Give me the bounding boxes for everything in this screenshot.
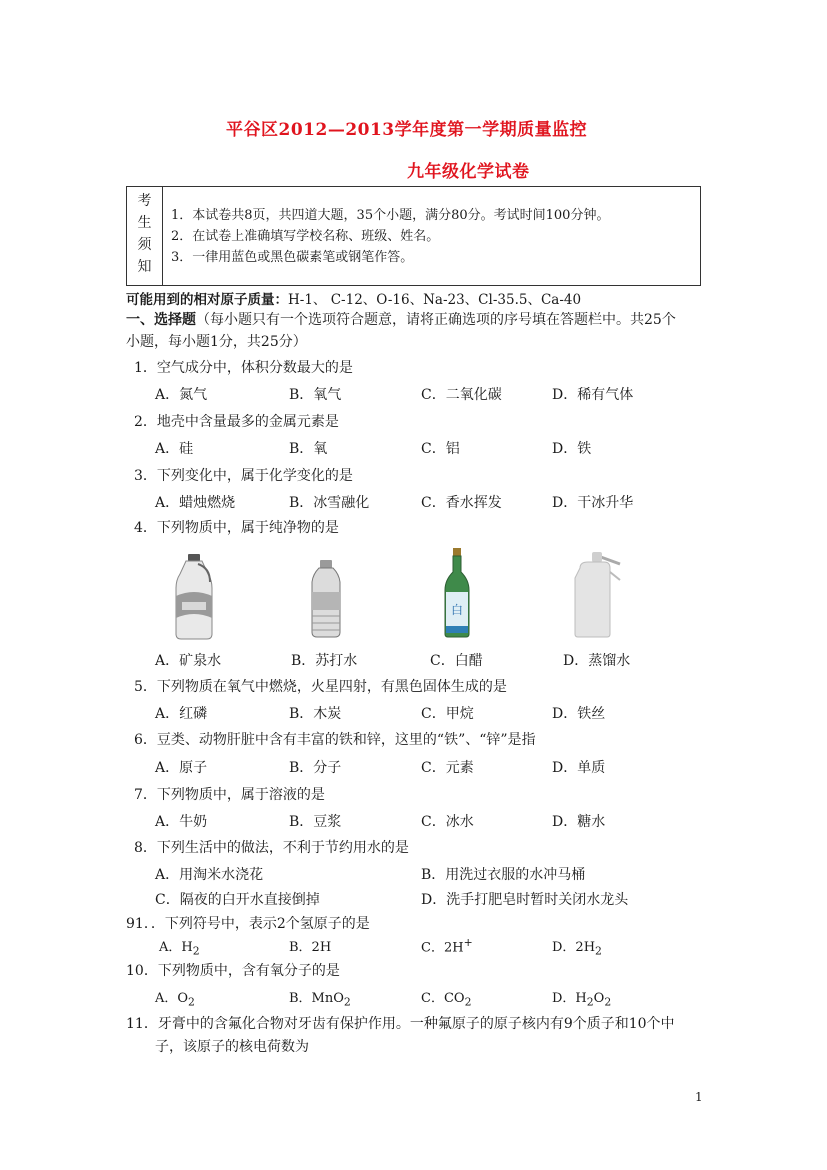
notice-head-char: 知 bbox=[137, 259, 152, 275]
question-option: B．氧 bbox=[289, 441, 328, 457]
notice-items bbox=[171, 205, 609, 268]
question-option: D．干冰升华 bbox=[552, 495, 634, 511]
section1-heading: 一、选择题 bbox=[126, 312, 196, 328]
question-option: B．分子 bbox=[289, 760, 342, 776]
question-option: C．甲烷 bbox=[421, 706, 474, 722]
question-option: D．糖水 bbox=[552, 814, 606, 830]
question-option: B．2H bbox=[289, 940, 332, 955]
question-option: A．$H_2$ bbox=[159, 940, 200, 958]
question-option: B．苏打水 bbox=[291, 653, 358, 669]
question-option: D．蒸馏水 bbox=[563, 653, 631, 669]
question-option: B．MnO$_2$ bbox=[289, 991, 351, 1009]
question-option: A．硅 bbox=[155, 441, 194, 457]
notice-box bbox=[126, 186, 701, 286]
section1-desc-line2: 小题，每小题1分，共25分） bbox=[126, 334, 307, 350]
question-option: C．二氧化碳 bbox=[421, 387, 502, 403]
question-option: A．蜡烛燃烧 bbox=[155, 495, 236, 511]
soda-water-bottle-image bbox=[308, 560, 344, 638]
question-stem: 10．下列物质中，含有氧分子的是 bbox=[126, 963, 340, 979]
question-option: D．铁 bbox=[552, 441, 592, 457]
question-stem-line1: 11．牙膏中的含氟化合物对牙齿有保护作用。一种氟原子的原子核内有9个质子和10个中 bbox=[126, 1016, 675, 1032]
atomic-masses-label: 可能用到的相对原子质量： bbox=[126, 292, 288, 308]
notice-head-char: 生 bbox=[137, 215, 152, 231]
question-option: C．香水挥发 bbox=[421, 495, 502, 511]
white-vinegar-bottle-image bbox=[442, 548, 472, 638]
question-option: A．$O_2$ bbox=[155, 991, 195, 1009]
notice-head-char: 须 bbox=[137, 237, 152, 253]
question-stem-line2: 子，该原子的核电荷数为 bbox=[155, 1039, 309, 1055]
question-option: B．木炭 bbox=[289, 706, 342, 722]
question-option: C．隔夜的白开水直接倒掉 bbox=[155, 892, 320, 908]
question-option: C．白醋 bbox=[430, 653, 483, 669]
question-option: B．氧气 bbox=[289, 387, 342, 403]
question-option: A．牛奶 bbox=[155, 814, 208, 830]
distilled-water-bottle-image bbox=[570, 550, 626, 638]
question-stem: 4．下列物质中，属于纯净物的是 bbox=[134, 520, 339, 536]
question-option: B．豆浆 bbox=[289, 814, 342, 830]
exam-title-line2: 九年级化学试卷 bbox=[407, 162, 530, 182]
question-option: C．冰水 bbox=[421, 814, 474, 830]
notice-item: 3．一律用蓝色或黑色碳素笔或钢笔作答。 bbox=[171, 250, 414, 265]
vinegar-label-text: 白 bbox=[450, 603, 464, 617]
question-option: A．矿泉水 bbox=[155, 653, 222, 669]
question-option: D．铁丝 bbox=[552, 706, 606, 722]
notice-item: 1．本试卷共8页，共四道大题，35个小题，满分80分。考试时间100分钟。 bbox=[171, 208, 610, 223]
page-number: 1 bbox=[695, 1090, 703, 1104]
question-stem: 2．地壳中含量最多的金属元素是 bbox=[134, 414, 339, 430]
question-stem: 6．豆类、动物肝脏中含有丰富的铁和锌，这里的“铁”、“锌”是指 bbox=[134, 732, 536, 748]
atomic-masses bbox=[126, 288, 581, 308]
question-stem: 5．下列物质在氧气中燃烧，火星四射，有黑色固体生成的是 bbox=[134, 679, 507, 695]
notice-item: 2．在试卷上准确填写学校名称、班级、姓名。 bbox=[171, 229, 440, 244]
exam-title-line1: 平谷区2012—2013学年度第一学期质量监控 bbox=[226, 120, 588, 140]
question-option: C．元素 bbox=[421, 760, 474, 776]
notice-head-char: 考 bbox=[137, 193, 152, 209]
section1-desc-line1: （每小题只有一个选项符合题意，请将正确选项的序号填在答题栏中。共25个 bbox=[196, 312, 676, 328]
question-option: B．冰雪融化 bbox=[289, 495, 370, 511]
question-option: D．洗手打肥皂时暂时关闭水龙头 bbox=[421, 892, 629, 908]
question-stem: 3．下列变化中，属于化学变化的是 bbox=[134, 468, 353, 484]
section1-header bbox=[126, 309, 676, 329]
question-stem: 1．空气成分中，体积分数最大的是 bbox=[134, 360, 353, 376]
question-option: A．用淘米水浇花 bbox=[155, 867, 264, 883]
question-stem: 8．下列生活中的做法，不利于节约用水的是 bbox=[134, 840, 409, 856]
question-option: A．原子 bbox=[155, 760, 208, 776]
question-stem: 7．下列物质中，属于溶液的是 bbox=[134, 787, 325, 803]
question-option: C．$CO_2$ bbox=[421, 991, 472, 1009]
question-option: B．用洗过衣服的水冲马桶 bbox=[421, 867, 586, 883]
question-option: A．红磷 bbox=[155, 706, 208, 722]
question-stem: 91．．下列符号中，表示2个氢原子的是 bbox=[126, 916, 370, 932]
question-option: C．2H+ bbox=[421, 936, 473, 956]
question-option: D．稀有气体 bbox=[552, 387, 634, 403]
atomic-masses-values: H-1、 C-12、O-16、Na-23、Cl-35.5、Ca-40 bbox=[288, 292, 582, 308]
question-option: D．$2H_2$ bbox=[552, 940, 602, 958]
question-option: D．单质 bbox=[552, 760, 606, 776]
question-option: A．氮气 bbox=[155, 387, 208, 403]
question-option: D．$H_2O_2$ bbox=[552, 991, 612, 1009]
question-option: C．铝 bbox=[421, 441, 460, 457]
notice-head bbox=[127, 187, 163, 285]
mineral-water-bottle-image bbox=[174, 554, 214, 640]
